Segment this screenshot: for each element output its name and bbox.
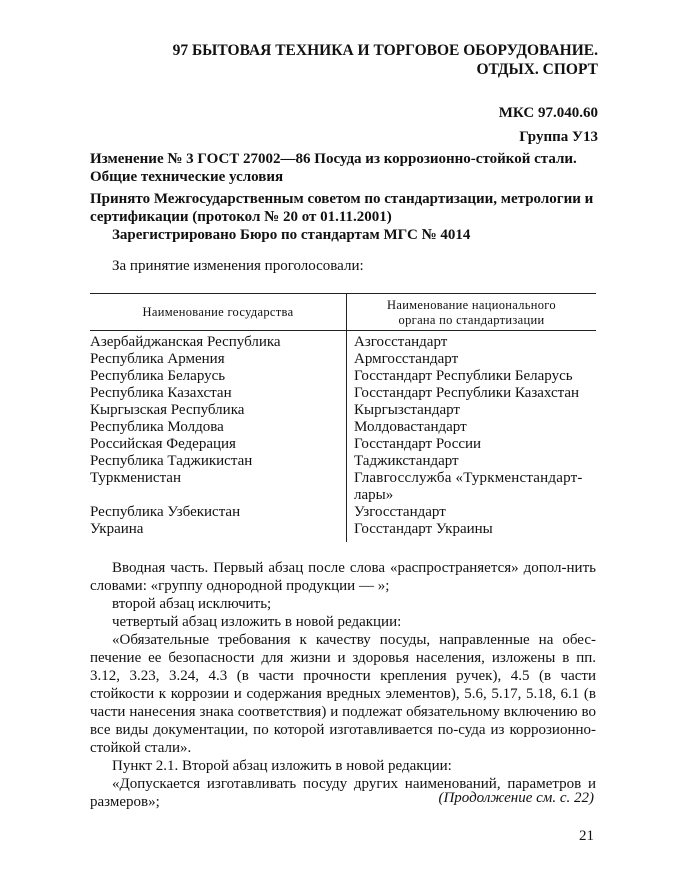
continuation-note: (Продолжение см. с. 22) [438, 790, 594, 806]
table-row [90, 351, 596, 368]
state-cell: Туркменистан [90, 470, 181, 486]
table-row [90, 385, 596, 402]
amendment-title-line1: Изменение № 3 ГОСТ 27002—86 Посуда из коррозионно-стойкой стали. [90, 151, 577, 167]
paragraph-intro: Вводная часть. Первый абзац после слова «распространяется» допол-нить словами: «группу однородной продукции — »; [90, 560, 596, 594]
state-cell: Украина [90, 521, 144, 537]
state-cell: Кыргызская Республика [90, 402, 245, 418]
table-row [90, 334, 596, 351]
standards-body-cell: Молдовастандарт [354, 419, 467, 435]
page-number: 21 [579, 828, 594, 844]
table-header-rule [90, 330, 596, 331]
adoption-line2: сертификации (протокол № 20 от 01.11.2001) [90, 209, 392, 225]
table-row [90, 504, 596, 521]
paragraph-exclude: второй абзац исключить; [112, 596, 272, 612]
state-cell: Республика Таджикистан [90, 453, 253, 469]
standards-body-cell: Госстандарт Республики Беларусь [354, 368, 573, 384]
table-row [90, 419, 596, 436]
mks-code: МКС 97.040.60 [498, 105, 598, 121]
table-row [90, 368, 596, 385]
standards-body-cell: Кыргызстандарт [354, 402, 460, 418]
classification-block [499, 104, 598, 147]
amendment-title [90, 150, 596, 186]
table-row [90, 521, 596, 538]
adoption-line1: Принято Межгосударственным советом по стандартизации, метрологии и [90, 191, 594, 207]
standards-body-cell: Узгосстандарт [354, 504, 446, 520]
paragraph-fourth: четвертый абзац изложить в новой редакции: [112, 614, 402, 630]
standards-body-cell-cont: лары» [354, 487, 394, 503]
amendment-text [90, 559, 596, 811]
state-cell: Республика Узбекистан [90, 504, 241, 520]
adoption-block [90, 190, 596, 244]
paragraph-allowed: «Допускается изготавливать посуду других наименований, параметров и размеров»; [90, 776, 596, 810]
table-header-body-line2: органа по стандартизации [398, 313, 545, 327]
table-row [90, 470, 596, 504]
standards-body-cell: Главгосслужба «Туркменстандарт- [354, 470, 583, 486]
table-header-state: Наименование государства [142, 305, 294, 319]
table-header-body [347, 298, 596, 328]
table-top-rule [90, 293, 596, 294]
state-cell: Республика Армения [90, 351, 225, 367]
standards-body-cell: Госстандарт Республики Казахстан [354, 385, 580, 401]
standards-body-cell: Азгосстандарт [354, 334, 448, 350]
standards-body-cell: Таджикстандарт [354, 453, 459, 469]
table-header-body-line1: Наименование национального [387, 298, 556, 312]
paragraph-clause-2-1: Пункт 2.1. Второй абзац изложить в новой редакции: [112, 758, 452, 774]
section-heading [173, 41, 598, 79]
section-heading-line2: ОТДЫХ. СПОРТ [476, 61, 598, 78]
standards-body-cell: Госстандарт Украины [354, 521, 493, 537]
paragraph-requirements: «Обязательные требования к качеству посуды, направленные на обес-печение ее безопасности для жизни и здоровья населения, изложены в пп. 3.12, 3.23, 3.24, 4.3 (в части прочности крепления ручек), 4.5 (в части стойкости к коррозии и содержания вредных элементов), 5.6, 5.17, 5.18, 6.1 (в части нанесения знака соответствия) и подлежат обязательному включению во все виды документации, по которой изготавливается по-суда из коррозионно-стойкой стали». [90, 632, 596, 756]
standards-body-cell: Армгосстандарт [354, 351, 459, 367]
state-cell: Российская Федерация [90, 436, 236, 452]
table-row [90, 436, 596, 453]
state-cell: Республика Молдова [90, 419, 224, 435]
state-cell: Республика Казахстан [90, 385, 232, 401]
state-cell: Республика Беларусь [90, 368, 226, 384]
group-code: Группа У13 [519, 129, 598, 145]
table-row [90, 453, 596, 470]
table-row [90, 402, 596, 419]
section-heading-line1: 97 БЫТОВАЯ ТЕХНИКА И ТОРГОВОЕ ОБОРУДОВАНИЕ. [172, 42, 598, 59]
voted-intro: За принятие изменения проголосовали: [112, 258, 364, 274]
registration-line: Зарегистрировано Бюро по стандартам МГС № 4014 [112, 227, 471, 243]
standards-body-cell: Госстандарт России [354, 436, 482, 452]
state-cell: Азербайджанская Республика [90, 334, 281, 350]
amendment-title-line2: Общие технические условия [90, 169, 284, 185]
